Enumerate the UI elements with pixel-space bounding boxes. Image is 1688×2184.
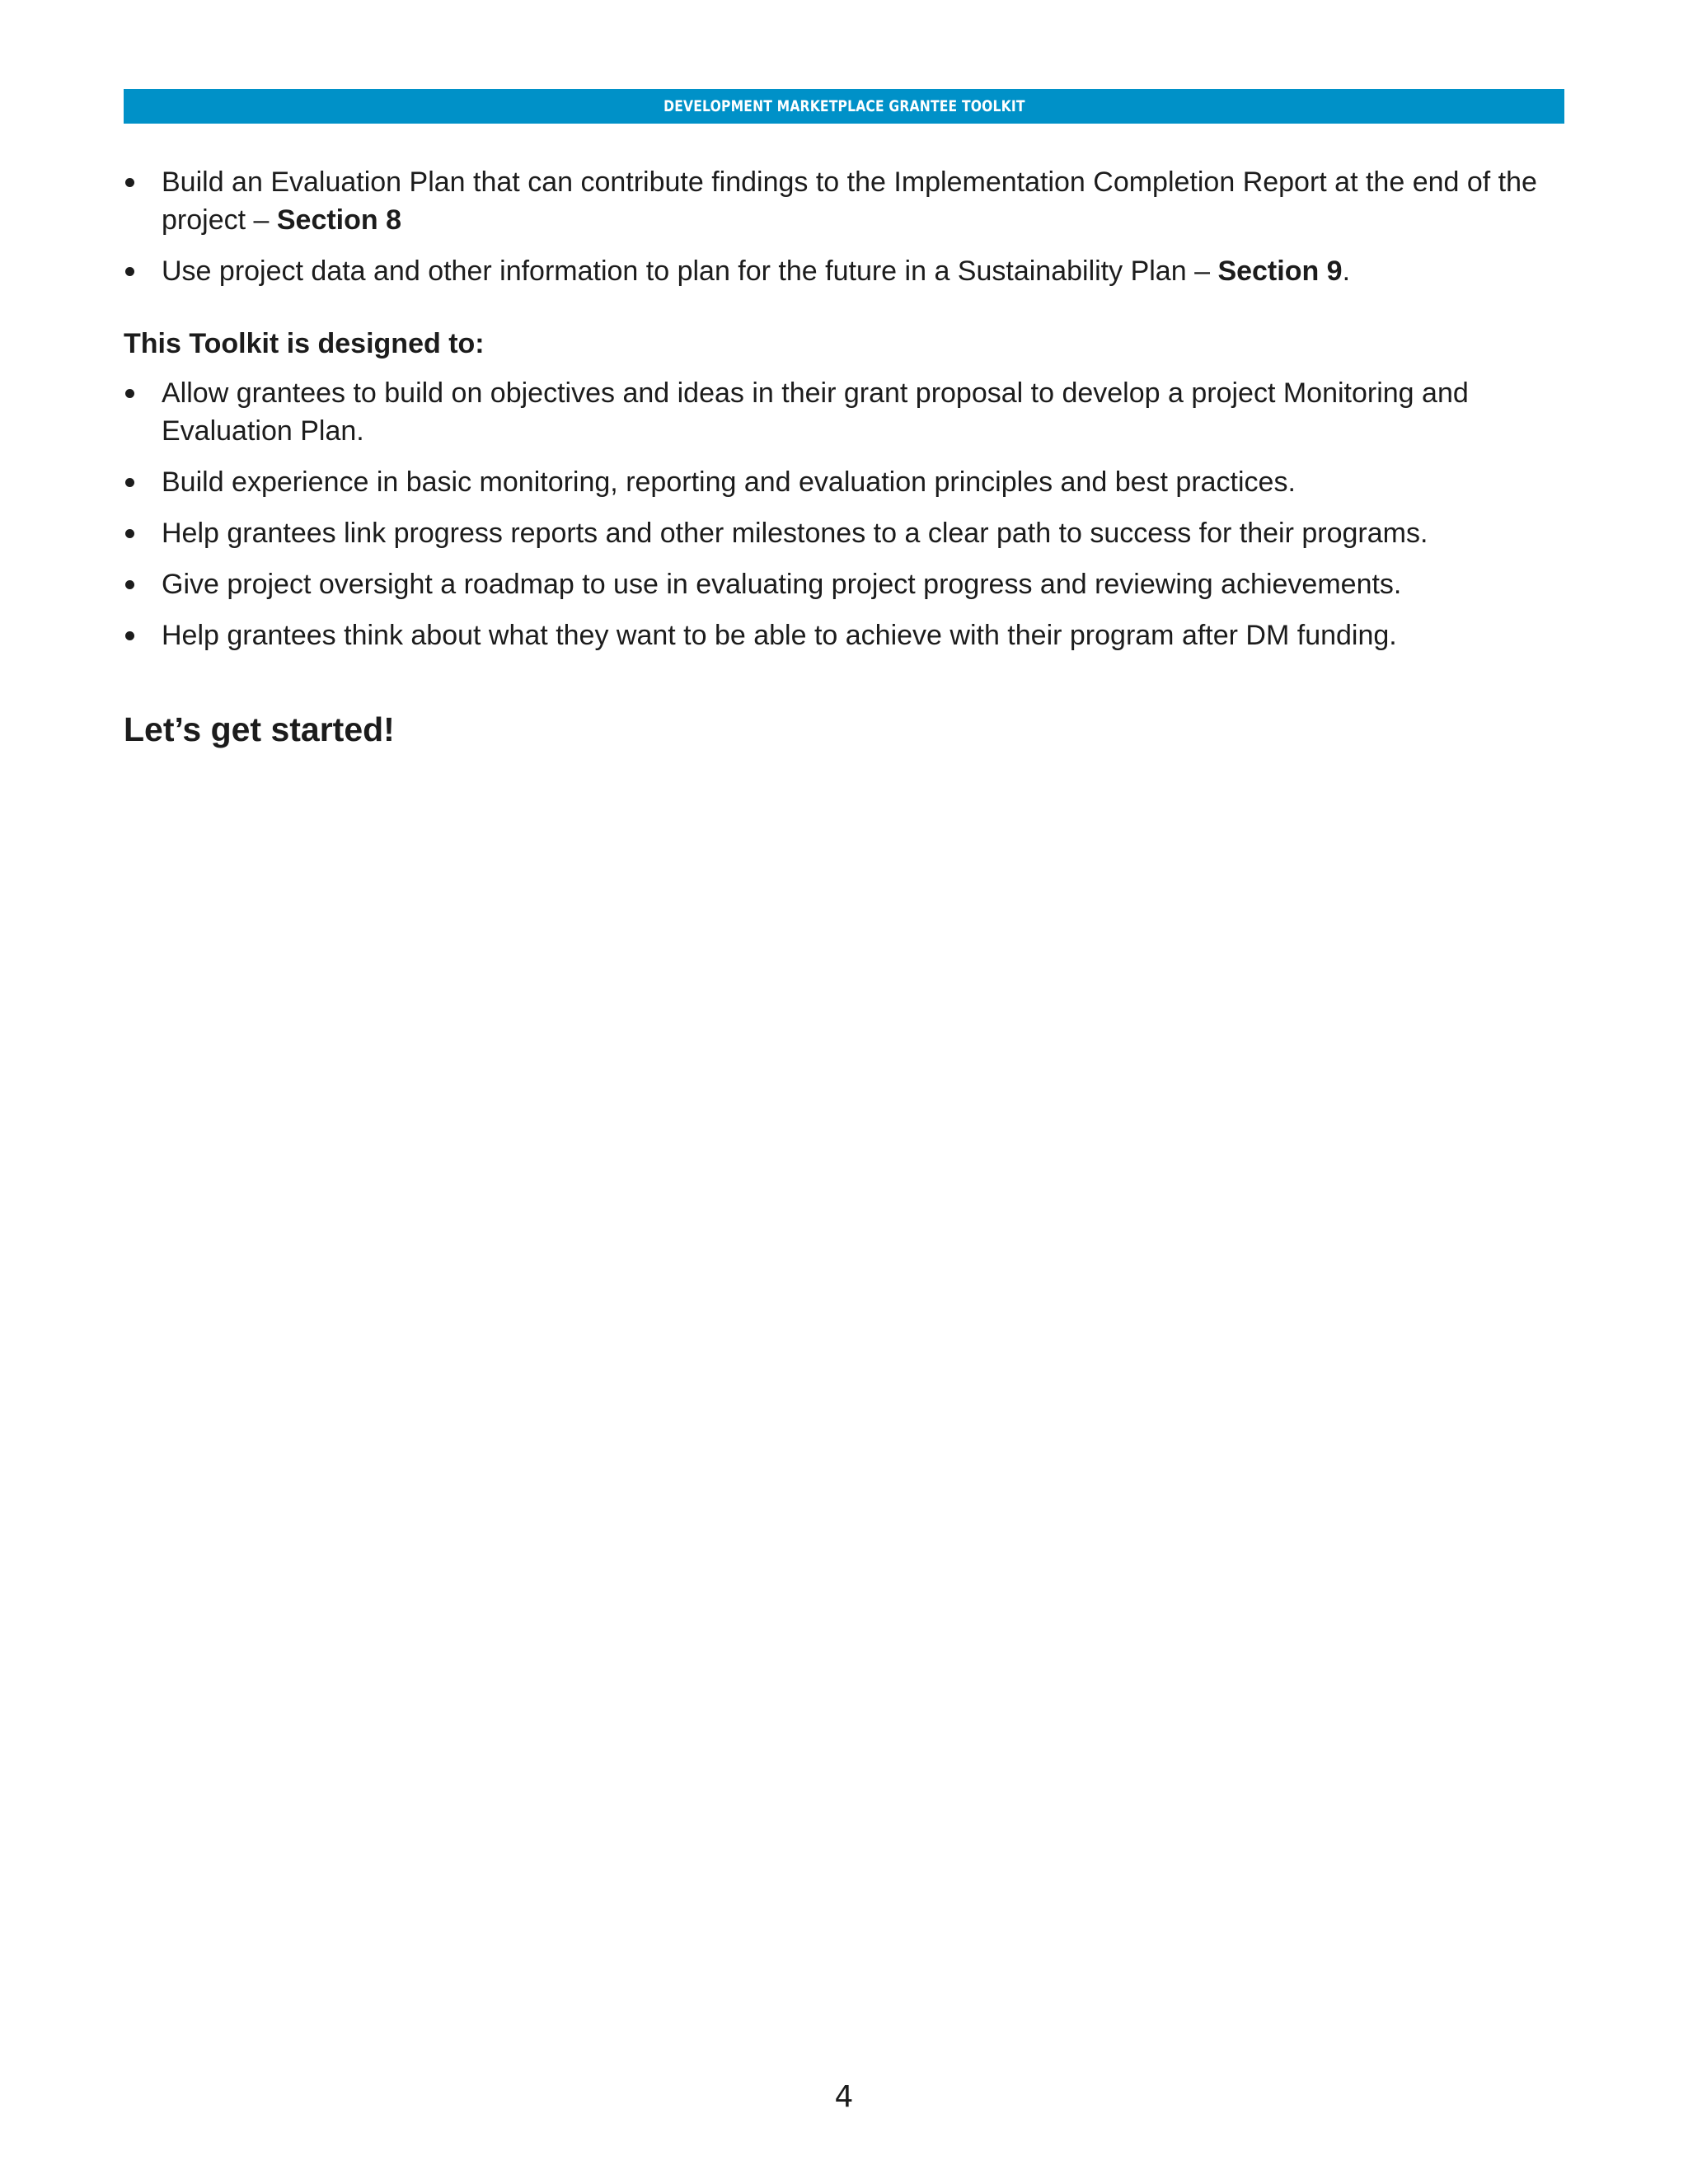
bullet-icon bbox=[125, 389, 134, 398]
list-item-text: Help grantees link progress reports and other milestones to a clear path to success for their programs. bbox=[162, 518, 1428, 549]
list-item-text: Help grantees think about what they want to be able to achieve with their program after DM funding. bbox=[162, 620, 1397, 651]
list-item-text: Give project oversight a roadmap to use in evaluating project progress and reviewing achievements. bbox=[162, 569, 1402, 600]
intro-bullet-list bbox=[124, 163, 1564, 290]
designed-bullet-list bbox=[124, 374, 1564, 654]
list-item-text: Build experience in basic monitoring, reporting and evaluation principles and best practices. bbox=[162, 466, 1296, 498]
list-item-text: Build an Evaluation Plan that can contribute findings to the Implementation Completion Report at the end of the project – bbox=[162, 166, 1537, 236]
list-item bbox=[124, 252, 1564, 290]
bullet-icon bbox=[125, 478, 134, 487]
bullet-icon bbox=[125, 580, 134, 589]
bullet-icon bbox=[125, 178, 134, 187]
bullet-icon bbox=[125, 529, 134, 538]
section-reference: Section 9 bbox=[1217, 255, 1343, 287]
list-item-text: Allow grantees to build on objectives and ideas in their grant proposal to develop a project Monitoring and Evaluation Plan. bbox=[162, 377, 1469, 447]
bullet-icon bbox=[125, 267, 134, 276]
designed-heading: This Toolkit is designed to: bbox=[124, 328, 485, 359]
list-item bbox=[124, 514, 1564, 552]
list-item bbox=[124, 374, 1564, 450]
section-reference: Section 8 bbox=[276, 204, 402, 236]
call-to-action-heading: Let’s get started! bbox=[124, 710, 395, 748]
page-number: 4 bbox=[834, 2080, 854, 2114]
list-item bbox=[124, 463, 1564, 501]
list-item-text: Use project data and other information to plan for the future in a Sustainability Plan – bbox=[162, 255, 1218, 287]
list-item bbox=[124, 565, 1564, 603]
document-header-bar bbox=[124, 89, 1564, 124]
list-item bbox=[124, 163, 1564, 239]
list-item bbox=[124, 616, 1564, 654]
page-content bbox=[124, 163, 1564, 752]
bullet-icon bbox=[125, 631, 134, 640]
document-header-title: DEVELOPMENT MARKETPLACE GRANTEE TOOLKIT bbox=[663, 97, 1025, 115]
list-item-suffix: . bbox=[1342, 255, 1351, 287]
